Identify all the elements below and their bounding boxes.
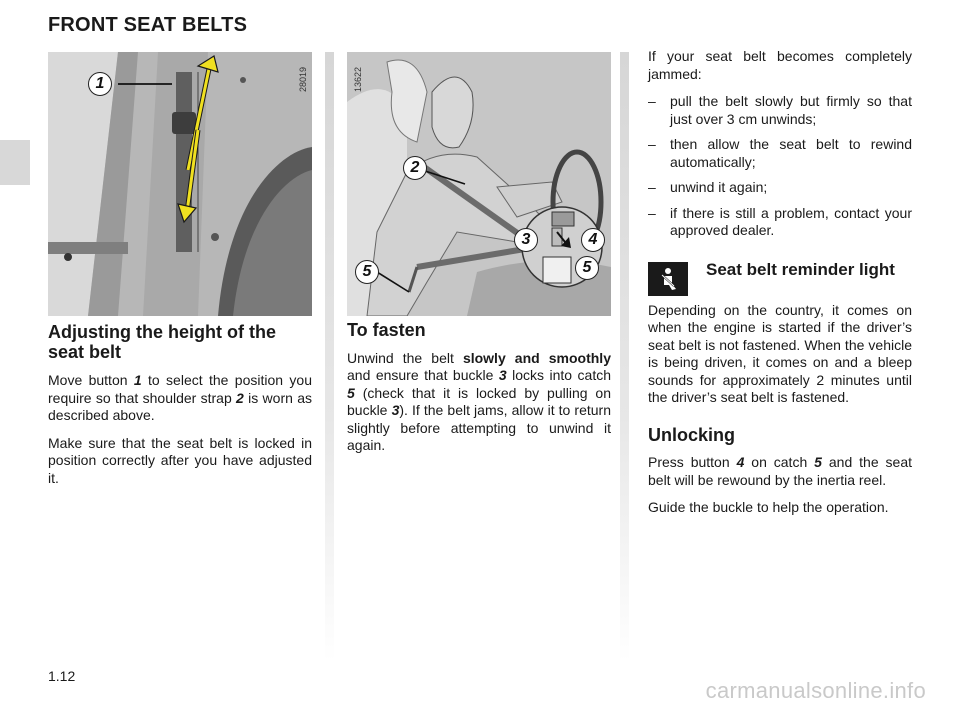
column-divider-left	[325, 52, 334, 662]
figure-fastening-seat-belt	[347, 52, 611, 316]
callout-5-buckle: 5	[355, 260, 379, 284]
paragraph-adjust-check: Make sure that the seat belt is locked in position correctly after you have adjusted it.	[48, 434, 312, 486]
list-jammed-steps	[648, 93, 912, 240]
column-adjusting-height	[48, 322, 312, 497]
page-number: 1.12	[48, 668, 76, 684]
list-item: – if there is still a problem, contact your approved dealer.	[648, 205, 912, 240]
list-item: – then allow the seat belt to rewind automatically;	[648, 136, 912, 171]
callout-1: 1	[88, 72, 112, 96]
paragraph-jammed-intro: If your seat belt becomes completely jammed:	[648, 48, 912, 82]
paragraph-unlock-guide: Guide the buckle to help the operation.	[648, 499, 889, 515]
callout-3: 3	[514, 228, 538, 252]
callout-5-catch: 5	[575, 256, 599, 280]
callout-2: 2	[403, 156, 427, 180]
seat-belt-reminder-header	[648, 260, 912, 296]
heading-to-fasten: To fasten	[347, 320, 426, 340]
section-tab	[0, 140, 30, 185]
heading-adjusting-height: Adjusting the height of the seat belt	[48, 322, 276, 362]
belt-adjuster-illustration	[48, 52, 312, 316]
page-title: FRONT SEAT BELTS	[48, 14, 248, 36]
paragraph-reminder-description: Depending on the country, it comes on when the engine is started if the driver’s seat belt is not fastened. When the vehicle is being driven, it comes on and a bleep sounds for approximately 2 minutes until the driver’s seat belt is fastened.	[648, 301, 912, 405]
paragraph-adjust-instructions: Move button 1 to select the position you require so that shoulder strap 2 is worn as described above.	[48, 372, 312, 423]
heading-seat-belt-reminder: Seat belt reminder light	[706, 259, 895, 279]
figure-belt-height-adjuster	[48, 52, 312, 316]
figure-code-28019: 28019	[298, 66, 308, 92]
list-item: – unwind it again;	[648, 179, 912, 197]
list-item: – pull the belt slowly but firmly so that just over 3 cm unwinds;	[648, 93, 912, 128]
column-jammed-belt	[648, 48, 912, 527]
watermark: carmanualsonline.info	[705, 678, 926, 703]
column-to-fasten	[347, 322, 611, 465]
column-divider-right	[620, 52, 629, 662]
seat-belt-warning-icon	[648, 262, 688, 296]
figure-code-13622: 13622	[353, 66, 363, 92]
driver-fastening-illustration	[347, 52, 611, 316]
paragraph-unlock-instructions: Press button 4 on catch 5 and the seat belt will be rewound by the inertia reel.	[648, 454, 912, 488]
heading-unlocking: Unlocking	[648, 424, 736, 445]
callout-4: 4	[581, 228, 605, 252]
paragraph-fasten-instructions: Unwind the belt slowly and smoothly and ensure that buckle 3 locks into catch 5 (check that it is locked by pulling on buckle 3). If the belt jams, allow it to return slightly before attempting to unwind it again.	[347, 349, 611, 453]
